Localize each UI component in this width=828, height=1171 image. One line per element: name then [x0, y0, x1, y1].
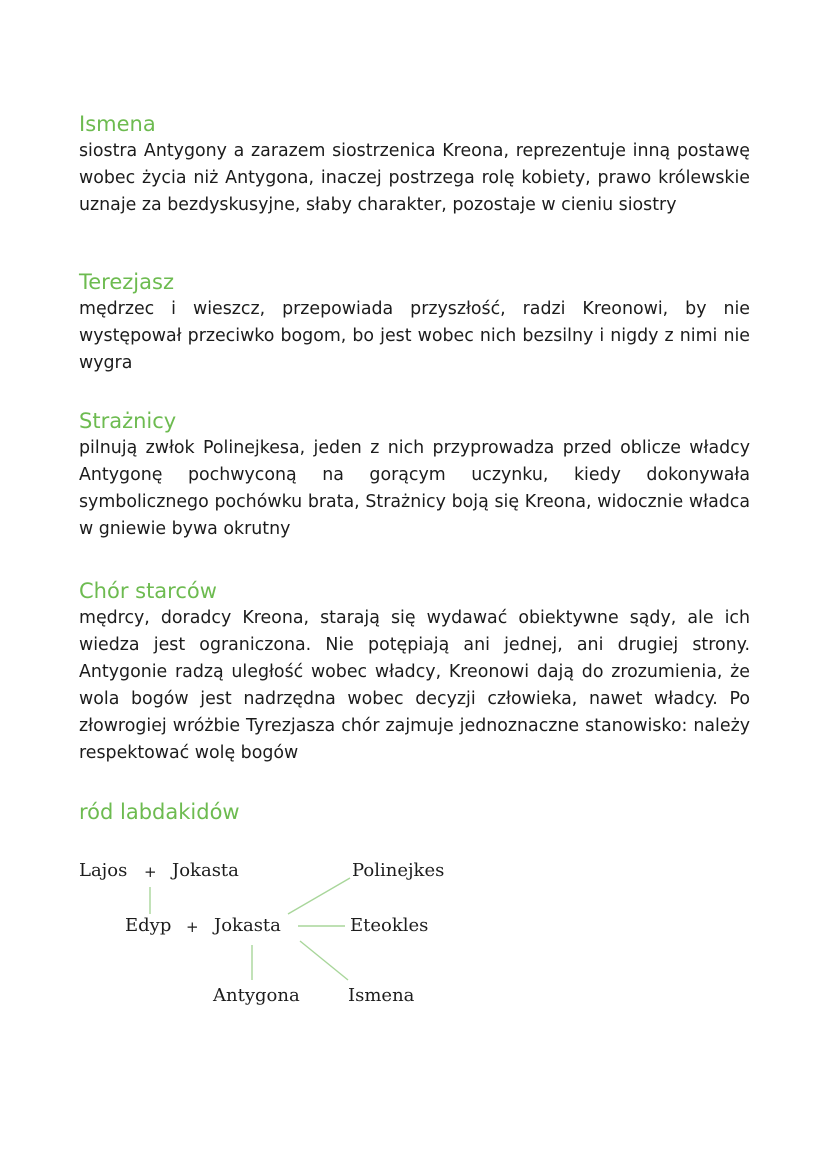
plus-sign: + [144, 863, 157, 881]
section-text: mędrcy, doradcy Kreona, starają się wydawać obiektywne sądy, ale ich wiedza jest ograniczona. Nie potępiają ani jednej, ani drugiej strony. Antygonie radzą uległość wobec władcy, Kreonowi dają do zrozumienia, że wola bogów jest nadrzędna wobec decyzji człowieka, nawet władcy. Po złowrogiej wróżbie Tyrezjasza chór zajmuje jednoznaczne stanowisko: należy respektować wolę bogów [79, 608, 750, 763]
section-text: mędrzec i wieszcz, przepowiada przyszłość, radzi Kreonowi, by nie występował przeciwko bogom, bo jest wobec nich bezsilny i nigdy z nimi nie wygra [79, 299, 750, 373]
person-jokasta: Jokasta [214, 915, 281, 936]
family-tree-heading: ród labdakidów [79, 800, 240, 824]
section-heading: Terezjasz [79, 270, 174, 294]
person-lajos: Lajos [79, 860, 128, 881]
person-antygona: Antygona [213, 985, 300, 1006]
person-eteokles: Eteokles [350, 915, 429, 936]
plus-sign: + [186, 918, 199, 936]
connector-to-ismena [300, 941, 348, 980]
person-jokasta: Jokasta [172, 860, 239, 881]
person-polinejkes: Polinejkes [352, 860, 445, 881]
connector-to-polinejkes [288, 878, 350, 914]
person-edyp: Edyp [125, 915, 172, 936]
section-text: pilnują zwłok Polinejkesa, jeden z nich przyprowadza przed oblicze władcy Antygonę pochwyconą na gorącym uczynku, kiedy dokonywała symbolicznego pochówku brata, Strażnicy boją się Kreona, widocznie władca w gniewie bywa okrutny [79, 438, 750, 539]
section-text: siostra Antygony a zarazem siostrzenica Kreona, reprezentuje inną postawę wobec życia niż Antygona, inaczej postrzega rolę kobiety, prawo królewskie uznaje za bezdyskusyjne, słaby charakter, pozostaje w cieniu siostry [79, 141, 750, 215]
section-heading: Strażnicy [79, 409, 177, 433]
person-ismena: Ismena [348, 985, 415, 1006]
section-heading: Ismena [79, 112, 156, 136]
section-heading: Chór starców [79, 579, 217, 603]
